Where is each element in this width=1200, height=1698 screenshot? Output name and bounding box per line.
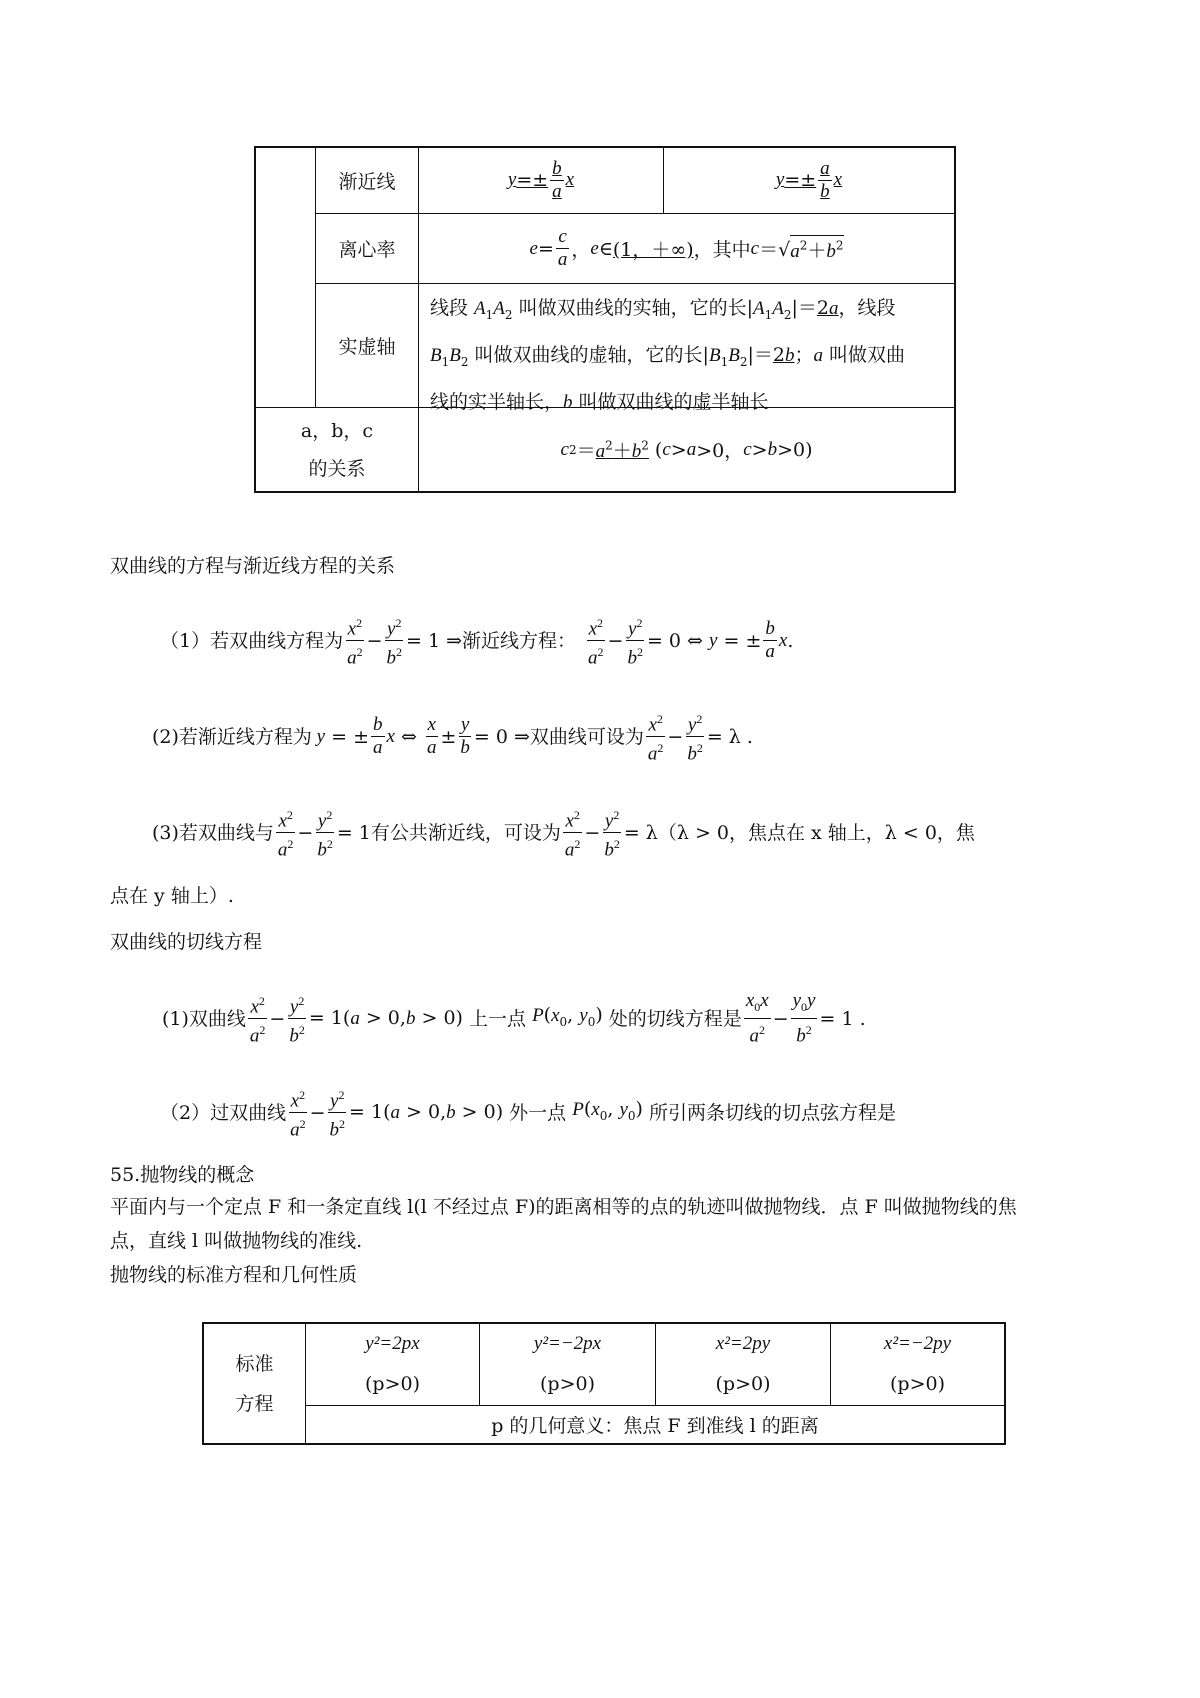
real-imag-axis-label: 实虚轴 bbox=[338, 336, 396, 358]
parabola-p-meaning: p 的几何意义：焦点 F 到准线 l 的距离 bbox=[491, 1415, 819, 1437]
eccentricity-label: 离心率 bbox=[338, 239, 396, 261]
asymptote-label: 渐近线 bbox=[338, 170, 396, 193]
asymptote-item-3: (3)若双曲线与 $\frac{x^2}{a^2}$ − $\frac{y^2}{b^2}$ = 1 有公共渐近线，可设为 $\frac{x^2}{a^2}$ − $\frac{y^2}{b^2}$ = λ （λ > 0，焦点在 x 轴上，λ < 0，焦 bbox=[152, 804, 975, 862]
asymptote-section-title: 双曲线的方程与渐近线方程的关系 bbox=[110, 555, 396, 577]
eccentricity-formula: e = $\frac{c}{a}$ ， e ∈ (1，＋∞) ，其中 c ＝√ $a^2+b^2$ bbox=[529, 226, 844, 270]
asymptote-eq-x-axis: y =± $\frac{b}{a}$ x bbox=[507, 157, 575, 202]
abc-relation-formula: c 2 ＝ $a^2+b^2$ ( c > a >0， c > b >0) bbox=[560, 438, 813, 462]
parabola-eq-4: x²=−2py bbox=[883, 1333, 952, 1354]
tangent-section-title: 双曲线的切线方程 bbox=[110, 931, 263, 953]
parabola-condition-1: (p>0) bbox=[365, 1373, 420, 1395]
parabola-eq-3: x²=2py bbox=[715, 1333, 771, 1354]
parabola-eq-1: y²=2px bbox=[365, 1333, 420, 1354]
parabola-table-title: 抛物线的标准方程和几何性质 bbox=[110, 1264, 358, 1286]
abc-relation-label: a，b，c 的关系 bbox=[300, 419, 374, 480]
asymptote-eq-y-axis: y =± $\frac{a}{b}$ x bbox=[775, 157, 843, 202]
parabola-table-label: 标准 方程 bbox=[235, 1352, 274, 1415]
parabola-definition-line-1: 平面内与一个定点 F 和一条定直线 l(l 不经过点 F)的距离相等的点的轨迹叫做抛物线．点 F 叫做抛物线的焦 bbox=[110, 1196, 1017, 1218]
parabola-heading: 55.抛物线的概念 bbox=[110, 1164, 255, 1186]
parabola-definition-line-2: 点，直线 l 叫做抛物线的准线. bbox=[110, 1230, 363, 1252]
asymptote-item-1: （1）若双曲线方程为 $\frac{x^2}{a^2}$ − $\frac{y^2}{b^2}$ = 1 ⇒ 渐近线方程： $\frac{x^2}{a^2}$ − $\frac{y^2}{b^2}$ = 0 ⇔ y = ± $\frac{b}{a}$ x . bbox=[160, 612, 793, 670]
real-imag-axis-description: 线段 $A_1A_2$ 叫做双曲线的实轴，它的长$|A_1A_2|=2a$，线段 $B_1B_2$ 叫做双曲线的虚轴，它的长$|B_1B_2|=2b$；a 叫做双曲 线的实半轴长，b 叫做双曲线的虚半轴长 bbox=[430, 297, 906, 413]
parabola-condition-2: (p>0) bbox=[540, 1373, 595, 1395]
parabola-condition-3: (p>0) bbox=[715, 1373, 771, 1395]
asymptote-item-3-continuation: 点在 y 轴上）. bbox=[110, 885, 234, 907]
tangent-item-2: （2）过双曲线 $\frac{x^2}{a^2}$ − $\frac{y^2}{b^2}$ = 1(a > 0,b > 0) 外一点 $P(x_0$, $y_0$) 所引两条切线的切点弦方程是 bbox=[160, 1084, 896, 1142]
asymptote-item-2: (2)若渐近线方程为 y = ± $\frac{b}{a}$ x ⇔ $\frac{x}{a}$ ± $\frac{y}{b}$ = 0 ⇒ 双曲线可设为 $\frac{x^2}{a^2}$ − $\frac{y^2}{b^2}$ = λ . bbox=[152, 708, 753, 766]
tangent-item-1: (1)双曲线 $\frac{x^2}{a^2}$ − $\frac{y^2}{b^2}$ = 1(a > 0,b > 0) 上一点 $P(x_0$, $y_0$) 处的切线方程是 $\frac{x_0x}{a^2}$ − $\frac{y_0y}{b^2}$ = 1 . bbox=[162, 990, 866, 1047]
parabola-eq-2: y²=−2px bbox=[533, 1333, 602, 1354]
parabola-condition-4: (p>0) bbox=[890, 1373, 945, 1395]
